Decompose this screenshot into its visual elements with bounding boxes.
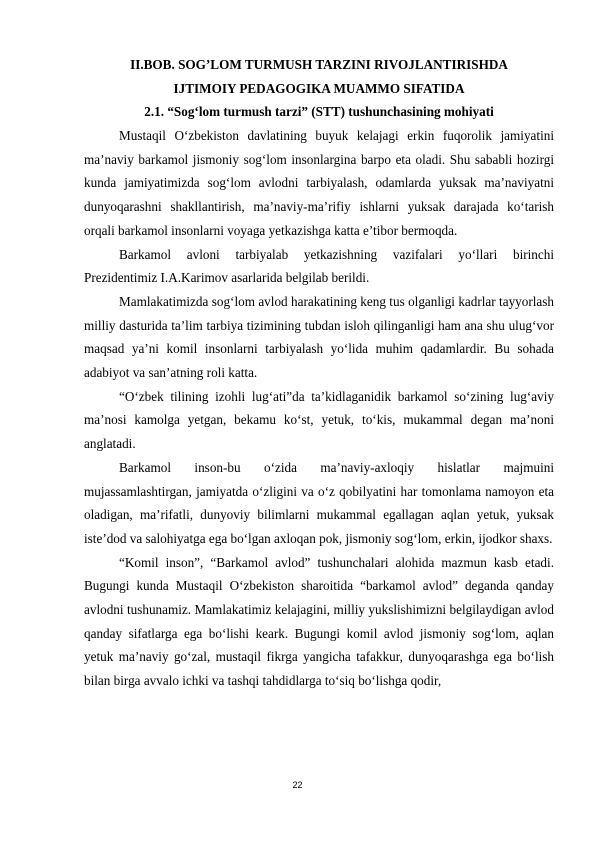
paragraph: Barkamol avloni tarbiyalab yetkazishning vazifalari yo‘llari birinchi Prezidentimiz I.A.Karimov asarlarida belgilab berildi. [84, 246, 554, 286]
section-title: 2.1. “Sog‘lom turmush tarzi” (STT) tushunchasining mohiyati [144, 104, 494, 119]
body-text [84, 124, 554, 693]
page-number: 22 [292, 780, 303, 790]
chapter-title-line-1: II.BOB. SOG’LOM TURMUSH TARZINI RIVOJLANTIRISHDA [130, 57, 508, 72]
paragraph: “Komil inson”, “Barkamol avlod” tushunchalari alohida mazmun kasb etadi. Bugungi kunda Mustaqil O‘zbekiston sharoitida “barkamol avlod” deganda qanday avlodni tushunamiz. Mamlakatimiz kelajagini, milliy yukslishimizni belgilaydigan avlod qanday sifatlarga ega bo‘lishi keark. Bugungi komil avlod jismoniy sog‘lom, aqlan yetuk ma’naviy go‘zal, mustaqil fikrga yangicha tafakkur, dunyoqarashga ega bo‘lish bilan birga avvalo ichki va tashqi tahdidlarga to‘siq bo‘lishga qodir, [84, 554, 554, 689]
paragraph: Mamlakatimizda sog‘lom avlod harakatining keng tus olganligi kadrlar tayyorlash milliy dasturida ta’lim tarbiya tizimining tubdan isloh qilinganligi ham ana shu ulug‘vor maqsad ya’ni komil insonlarni tarbiyalash yo‘lida muhim qadamlardir. Bu sohada adabiyot va san’atning roli katta. [84, 293, 554, 381]
paragraph: Mustaqil O‘zbekiston davlatining buyuk kelajagi erkin fuqorolik jamiyatini ma’naviy barkamol jismoniy sog‘lom insonlargina barpo eta oladi. Shu sababli hozirgi kunda jamiyatimizda sog‘lom avlodni tarbiyalash, odamlarda yuksak ma’naviyatni dunyoqarashni shakllantirish, ma’naviy-ma’rifiy ishlarni yuksak darajada ko‘tarish orqali barkamol insonlarni voyaga yetkazishga katta e’tibor bermoqda. [84, 128, 554, 238]
paragraph: “O‘zbek tilining izohli lug‘ati”da ta’kidlaganidik barkamol so‘zining lug‘aviy ma’nosi kamolga yetgan, bekamu ko‘st, yetuk, to‘kis, mukammal degan ma’noni anglatadi. [84, 388, 554, 452]
paragraph: Barkamol inson-bu o‘zida ma’naviy-axloqiy hislatlar majmuini mujassamlashtirgan, jamiyatda o‘zligini va o‘z qobilyatini har tomonlama namoyon eta oladigan, ma’rifatli, dunyoviy bilimlarni mukammal egallagan aqlan yetuk, yuksak iste’dod va salohiyatga ega bo‘lgan axloqan pok, jismoniy sog‘lom, erkin, ijodkor shaxs. [84, 459, 554, 546]
chapter-title-line-2: IJTIMOIY PEDAGOGIKA MUAMMO SIFATIDA [173, 81, 465, 96]
